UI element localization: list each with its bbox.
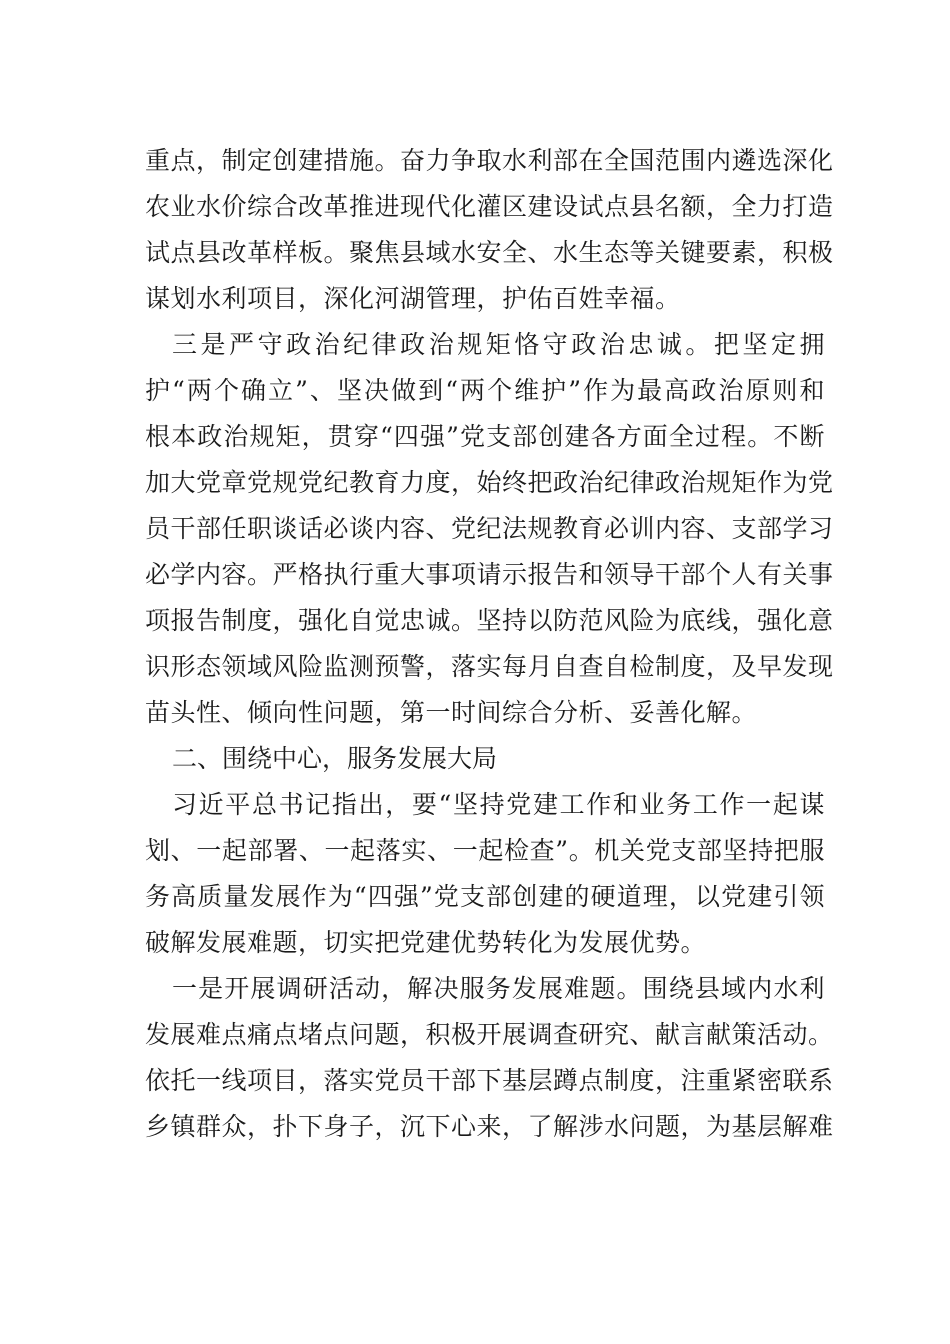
paragraph-line: 谋划水利项目，深化河湖管理，护佑百姓幸福。: [145, 284, 681, 313]
paragraph-first-line: [172, 967, 825, 1011]
paragraph-line: 根本政治规矩，贯穿“四强”党支部创建各方面全过程。不断: [145, 422, 825, 451]
paragraph-text: 围绕县域内水利: [642, 974, 825, 1003]
paragraph-line: 苗头性、倾向性问题，第一时间综合分析、妥善化解。: [145, 698, 758, 727]
paragraph-first-line: 习近平总书记指出，要“坚持党建工作和业务工作一起谋: [172, 790, 825, 819]
paragraph-line: 识形态领域风险监测预警，落实每月自查自检制度，及早发现: [145, 652, 834, 681]
paragraph-first-line: [172, 323, 825, 367]
paragraph-lead-sentence: 一是开展调研活动，解决服务发展难题。: [172, 974, 643, 1003]
paragraph-line: 项报告制度，强化自觉忠诚。坚持以防范风险为底线，强化意: [145, 606, 834, 635]
paragraph-line: 农业水价综合改革推进现代化灌区建设试点县名额，全力打造: [145, 192, 834, 221]
paragraph-line: 划、一起部署、一起落实、一起检查”。机关党支部坚持把服: [145, 836, 825, 865]
paragraph-line: 加大党章党规党纪教育力度，始终把政治纪律政治规矩作为党: [145, 468, 834, 497]
paragraph-line: 乡镇群众，扑下身子，沉下心来，了解涉水问题，为基层解难: [145, 1112, 834, 1141]
paragraph-line: 必学内容。严格执行重大事项请示报告和领导干部个人有关事: [145, 560, 834, 589]
paragraph-lead-sentence: 三是严守政治纪律政治规矩恪守政治忠诚。: [172, 330, 714, 359]
paragraph-text: 把坚定拥: [713, 330, 825, 359]
paragraph-line: 破解发展难题，切实把党建优势转化为发展优势。: [145, 928, 707, 957]
paragraph-line: 务高质量发展作为“四强”党支部创建的硬道理，以党建引领: [145, 882, 825, 911]
paragraph-line: 护“两个确立”、坚决做到“两个维护”作为最高政治原则和: [145, 376, 825, 405]
paragraph-line: 员干部任职谈话必谈内容、党纪法规教育必训内容、支部学习: [145, 514, 834, 543]
paragraph-line: 重点，制定创建措施。奋力争取水利部在全国范围内遴选深化: [145, 146, 834, 175]
paragraph-line: 试点县改革样板。聚焦县域水安全、水生态等关键要素，积极: [145, 238, 834, 267]
paragraph-line: 依托一线项目，落实党员干部下基层蹲点制度，注重紧密联系: [145, 1066, 834, 1095]
paragraph-line: 发展难点痛点堵点问题，积极开展调查研究、献言献策活动。: [145, 1020, 834, 1049]
section-heading: 二、围绕中心，服务发展大局: [172, 744, 498, 773]
